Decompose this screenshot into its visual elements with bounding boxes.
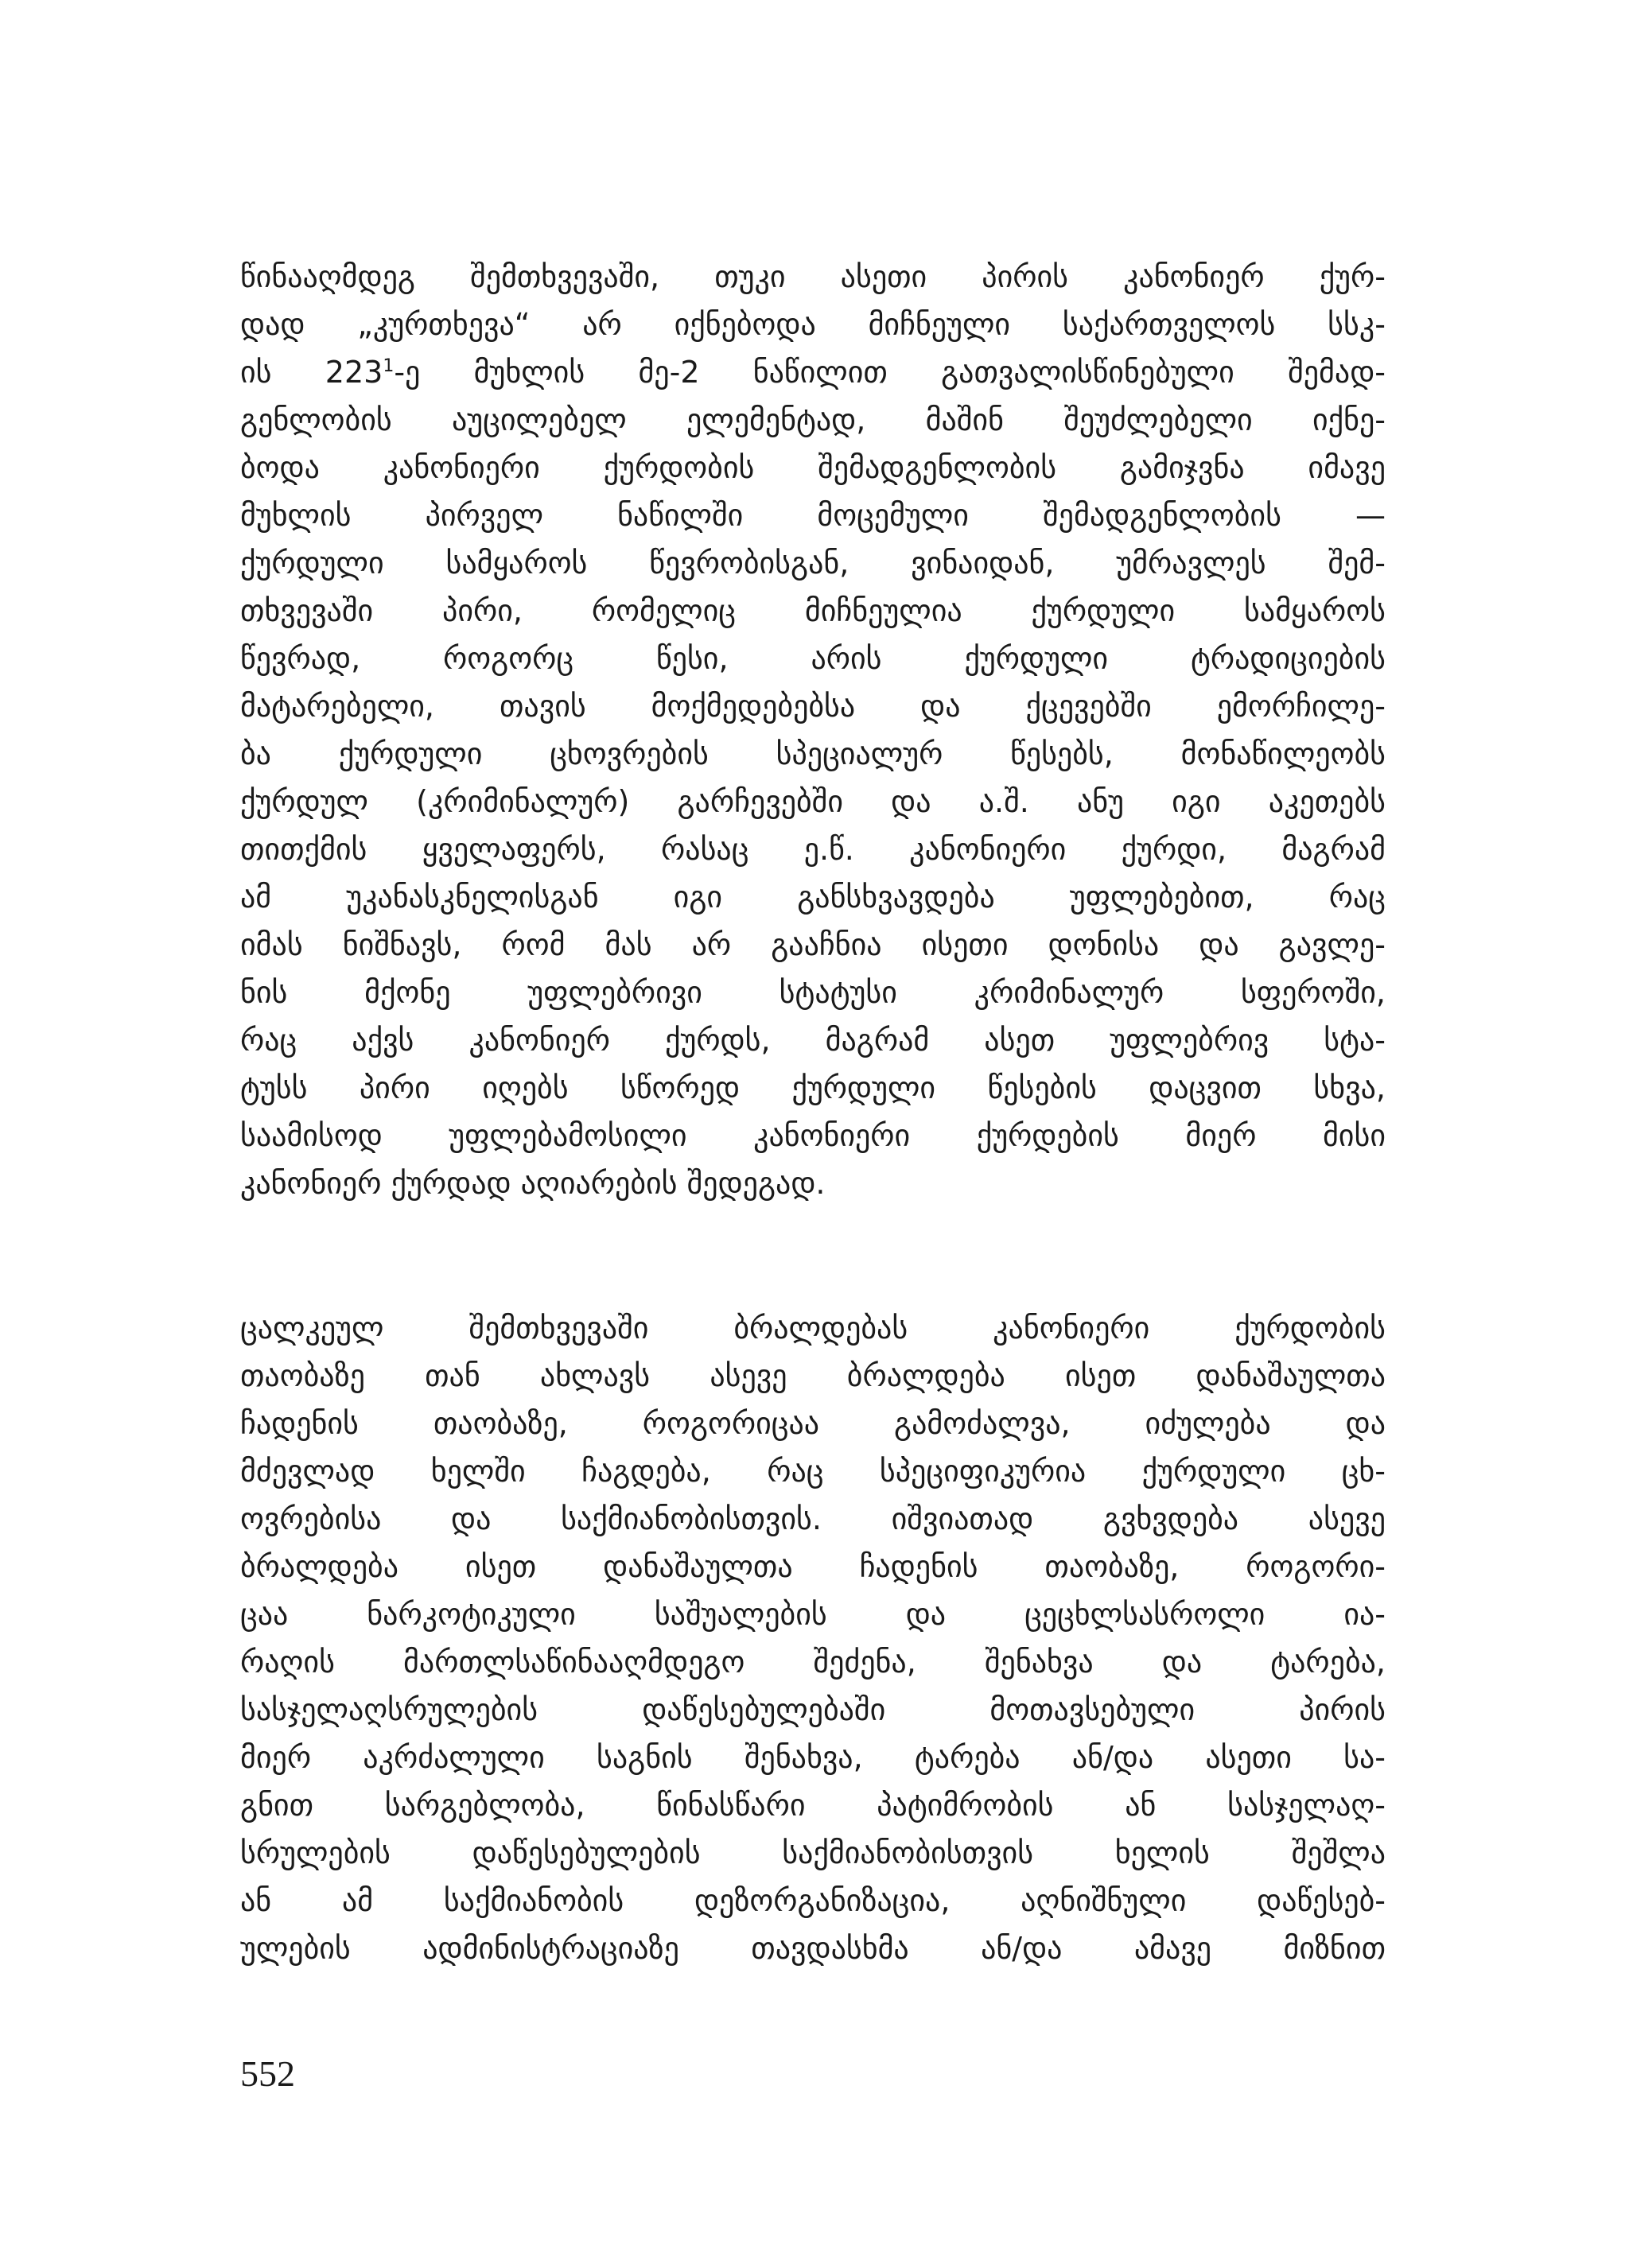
text-line: გენლობის აუცილებელ ელემენტად, მაშინ შეუძლებელი იქნე- — [240, 402, 1386, 437]
text-line: იმას ნიშნავს, რომ მას არ გააჩნია ისეთი დონისა და გავლე- — [240, 927, 1386, 962]
text-line: ან ამ საქმიანობის დეზორგანიზაცია, აღნიშნული დაწესებ- — [240, 1883, 1386, 1918]
body-paragraph-1 — [240, 253, 1386, 1207]
text-line: მიერ აკრძალული საგნის შენახვა, ტარება ან/და ასეთი სა- — [240, 1740, 1386, 1775]
text-line: კანონიერ ქურდად აღიარების შედეგად. — [240, 1166, 826, 1201]
body-paragraph-2 — [240, 1304, 1386, 1972]
text-line: ბრალდება ისეთ დანაშაულთა ჩადენის თაობაზე, როგორი- — [240, 1549, 1386, 1584]
text-line: რაც აქვს კანონიერ ქურდს, მაგრამ ასეთ უფლებრივ სტა- — [240, 1023, 1386, 1058]
text-line: თაობაზე თან ახლავს ასევე ბრალდება ისეთ დანაშაულთა — [240, 1358, 1386, 1393]
text-line: ცაა ნარკოტიკული საშუალების და ცეცხლსასროლი ია- — [240, 1597, 1386, 1632]
text-line: თითქმის ყველაფერს, რასაც ე.წ. კანონიერი ქურდი, მაგრამ — [240, 832, 1386, 867]
text-line: ჩადენის თაობაზე, როგორიცაა გამოძალვა, იძულება და — [240, 1406, 1386, 1441]
text-line: ქურდულ (კრიმინალურ) გარჩევებში და ა.შ. ანუ იგი აკეთებს — [240, 784, 1386, 819]
text-line: წინააღმდეგ შემთხვევაში, თუკი ასეთი პირის კანონიერ ქურ- — [240, 259, 1386, 294]
text-line: ამ უკანასკნელისგან იგი განსხვავდება უფლებებით, რაც — [240, 880, 1386, 915]
text-line: ოვრებისა და საქმიანობისთვის. იშვიათად გვხვდება ასევე — [240, 1501, 1386, 1536]
text-line: თხვევაში პირი, რომელიც მიჩნეულია ქურდული სამყაროს — [240, 593, 1386, 628]
text-line: ტუსს პირი იღებს სწორედ ქურდული წესების დაცვით სხვა, — [240, 1070, 1386, 1105]
text-line: დად „კურთხევა“ არ იქნებოდა მიჩნეული საქართველოს სსკ- — [240, 307, 1386, 342]
text-segment: ის 223 — [240, 355, 383, 390]
text-line: გნით სარგებლობა, წინასწარი პატიმრობის ან სასჯელაღ- — [240, 1788, 1386, 1823]
text-line: მუხლის პირველ ნაწილში მოცემული შემადგენლობის — — [240, 498, 1386, 533]
text-line: ულების ადმინისტრაციაზე თავდასხმა ან/და ამავე მიზნით — [240, 1931, 1386, 1966]
text-line: მძევლად ხელში ჩაგდება, რაც სპეციფიკურია ქურდული ცხ- — [240, 1454, 1386, 1489]
text-line: სრულების დაწესებულების საქმიანობისთვის ხელის შეშლა — [240, 1835, 1386, 1870]
page-number: 552 — [240, 2053, 295, 2094]
text-line — [240, 348, 1386, 396]
text-line: ნის მქონე უფლებრივი სტატუსი კრიმინალურ სფეროში, — [240, 975, 1386, 1010]
text-line: ბოდა კანონიერი ქურდობის შემადგენლობის გამიჯვნა იმავე — [240, 450, 1386, 485]
text-segment: -ე მუხლის მე-2 ნაწილით გათვალისწინებული შემად- — [394, 355, 1386, 390]
text-line: ქურდული სამყაროს წევრობისგან, ვინაიდან, უმრავლეს შემ- — [240, 546, 1386, 581]
text-line: რაღის მართლსაწინააღმდეგო შეძენა, შენახვა და ტარება, — [240, 1645, 1386, 1680]
text-line: წევრად, როგორც წესი, არის ქურდული ტრადიციების — [240, 641, 1386, 676]
text-line: ცალკეულ შემთხვევაში ბრალდებას კანონიერი ქურდობის — [240, 1311, 1386, 1346]
text-line: სასჯელაღსრულების დაწესებულებაში მოთავსებული პირის — [240, 1692, 1386, 1727]
text-line: საამისოდ უფლებამოსილი კანონიერი ქურდების მიერ მისი — [240, 1118, 1386, 1153]
superscript: 1 — [383, 356, 395, 376]
text-line: მატარებელი, თავის მოქმედებებსა და ქცევებში ემორჩილე- — [240, 689, 1386, 724]
text-line: ბა ქურდული ცხოვრების სპეციალურ წესებს, მონაწილეობს — [240, 736, 1386, 771]
